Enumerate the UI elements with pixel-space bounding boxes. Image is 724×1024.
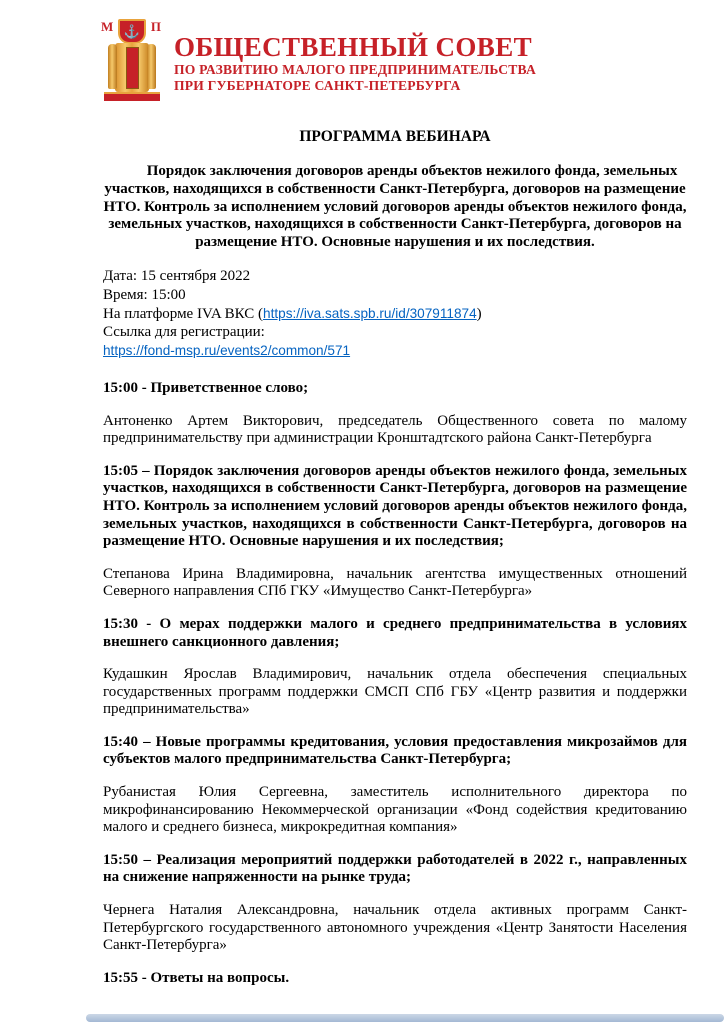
registration-link-row (103, 342, 687, 361)
logo-title: ОБЩЕСТВЕННЫЙ СОВЕТ (174, 32, 533, 62)
agenda-item-heading: 15:50 – Реализация мероприятий поддержки работодателей в 2022 г., направленных на снижение напряженности на рынке труда; (103, 851, 687, 886)
platform-label-close: ) (476, 305, 482, 322)
document-header (0, 0, 724, 101)
agenda-item-heading: 15:05 – Порядок заключения договоров аренды объектов нежилого фонда, земельных участков, находящихся в собственности Санкт-Петербурга, договоров на размещение НТО. Контроль за исполнением условий договоров аренды объектов нежилого фонда, земельных участков, находящихся в собственности Санкт-Петербурга, договоров на размещение НТО. Основные нарушения и их последствия; (103, 462, 687, 550)
emblem-portal (115, 43, 149, 92)
emblem-base (104, 92, 160, 101)
agenda-item-heading: 15:55 - Ответы на вопросы. (103, 969, 290, 986)
agenda-item-speaker: Степанова Ирина Владимировна, начальник агентства имущественных отношений Северного направления СПб ГКУ «Имущество Санкт-Петербурга» (103, 565, 687, 600)
event-details (103, 267, 687, 361)
council-emblem-logo (100, 19, 164, 101)
registration-link[interactable]: https://fond-msp.ru/events2/common/571 (103, 343, 351, 359)
page-title: ПРОГРАММА ВЕБИНАРА (299, 128, 491, 145)
emblem-panel (126, 47, 139, 89)
platform-link[interactable]: https://iva.sats.spb.ru/id/307911874 (263, 305, 477, 321)
platform-label: На платформе IVA ВКС ( (103, 305, 264, 322)
agenda-item-speaker: Антоненко Артем Викторович, председатель Общественного совета по малому предпринимательству при администрации Кронштадтского района Санкт-Петербурга (103, 412, 687, 447)
agenda-item-speaker: Рубанистая Юлия Сергеевна, заместитель исполнительного директора по микрофинансированию Некоммерческой организации «Фонд содействия кредитованию малого и среднего бизнеса, микрокредитная компания» (103, 784, 687, 836)
event-platform (103, 305, 687, 324)
agenda-item-heading: 15:30 - О мерах поддержки малого и среднего предпринимательства в условиях внешнего санкционного давления; (103, 615, 687, 650)
logo-text (174, 34, 536, 94)
document-body (0, 128, 724, 987)
event-date: Дата: 15 сентября 2022 (103, 267, 251, 284)
registration-label: Ссылка для регистрации: (103, 324, 265, 341)
crest-icon (118, 19, 146, 44)
horizontal-scrollbar[interactable] (86, 1014, 724, 1022)
anchor-icon: ⚓ (123, 24, 141, 39)
logo-subtitle-1: ПО РАЗВИТИЮ МАЛОГО ПРЕДПРИНИМАТЕЛЬСТВА (174, 61, 536, 77)
agenda-item-heading: 15:00 - Приветственное слово; (103, 379, 309, 396)
event-time: Время: 15:00 (103, 286, 186, 303)
agenda-item-heading: 15:40 – Новые программы кредитования, условия предоставления микрозаймов для субъектов малого предпринимательства Санкт-Петербурга; (103, 733, 687, 768)
emblem-letter-m: М (101, 19, 114, 34)
agenda-item-speaker: Кудашкин Ярослав Владимирович, начальник отдела обеспечения специальных государственных программ поддержки СМСП СПб ГБУ «Центр развития и поддержки предпринимательства» (103, 666, 687, 718)
webinar-topic: Порядок заключения договоров аренды объектов нежилого фонда, земельных участков, находящихся в собственности Санкт-Петербурга, договоров на размещение НТО. Контроль за исполнением условий договоров аренды объектов нежилого фонда, земельных участков, находящихся в собственности Санкт-Петербурга, договоров на размещение НТО. Основные нарушения и их последствия. (103, 163, 687, 251)
emblem-letter-p: П (150, 19, 161, 34)
logo-subtitle-2: ПРИ ГУБЕРНАТОРЕ САНКТ-ПЕТЕРБУРГА (174, 77, 461, 93)
agenda-item-speaker: Чернега Наталия Александровна, начальник отдела активных программ Санкт-Петербургского государственного автономного учреждения «Центр Занятости Населения Санкт-Петербурга» (103, 902, 687, 954)
agenda-list (103, 380, 687, 987)
